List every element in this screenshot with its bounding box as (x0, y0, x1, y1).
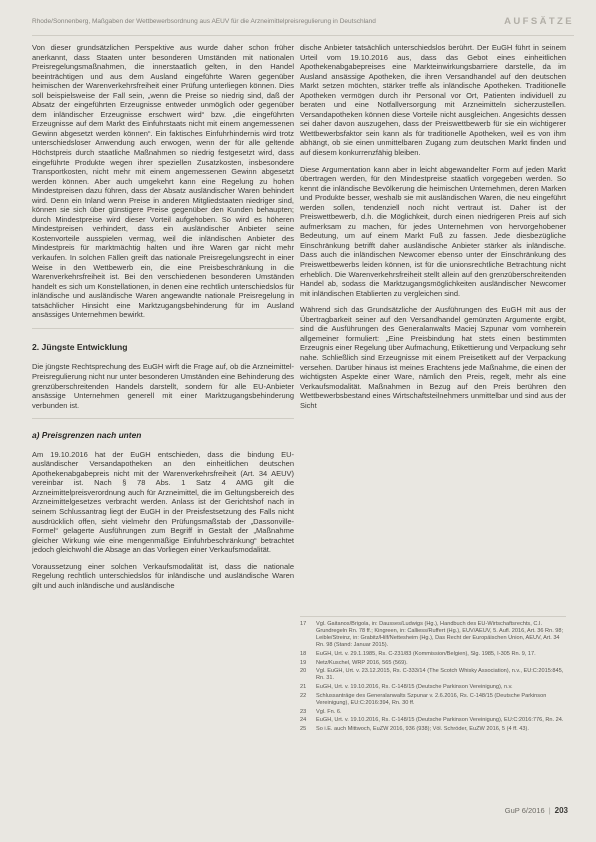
footnote-text: Schlussanträge des Generalanwalts Szpunar v. 2.6.2016, Rs. C-148/15 (Deutsche Parkinson Vereinigung), EU:C:2016:394, Rn. 30 ff. (316, 692, 547, 706)
subsection-heading: a) Preisgrenzen nach unten (32, 430, 142, 441)
footnote (300, 726, 566, 733)
footnote-number: 20 (300, 668, 307, 675)
footnote-text: Vgl. Fn. 6. (316, 708, 342, 715)
footnote (300, 621, 566, 649)
right-paragraph-1: dische Anbieter tatsächlich unterschiedslos berührt. Der EuGH führt in seinem Urteil vom 19.10.2016 aus, dass das Gebot eines einheitlichen Apothekenabgabepreises eine Markteinwirkungsbarriere darstelle, da im Ausland ansässige Apotheken, die ihren Versandhandel auf den deutschen Markt setzen möchten, stärker treffe als inländische Apotheken. Traditionelle Apotheken vermögen durch ihr Personal vor Ort, Patienten individuell zu beraten und eine Notfallversorgung mit Arzneimitteln sicherzustellen. Versandapotheken können diese Vorteile nicht ausgleichen. Angesichts dessen sei daher davon auszugehen, dass der Preiswettbewerb für sie ein wichtigerer Wettbewerbsfaktor sein kann als für traditionelle Apotheken, weil es von ihm abhängt, ob sie einen unmittelbaren Zugang zum deutschen Markt finden und auf diesem konkurrenzfähig bleiben. (300, 43, 566, 158)
footnote (300, 668, 566, 682)
footnote (300, 684, 566, 691)
divider (32, 418, 294, 419)
left-paragraph-3: Am 19.10.2016 hat der EuGH entschieden, dass die bindung EU-ausländischer Versandapotheken an den einheitlichen deutschen Apothekenabgabepreis nicht mit der Warenverkehrsfreiheit (Art. 34 AEUV) vereinbar ist. Nach § 78 Abs. 1 Satz 4 AMG gilt die Arzneimittelpreisverordnung auch für Arzneimittel, die im Geltungsbereich des Arzneimittelgesetzes verbracht werden. Anlass ist der Gerichtshof nach in seinem Schlussantrag liegt der EuGH in der Preisfestsetzung des Falls nicht ausdrücklich offen, sieht vielmehr den Prüfungsmaßstab der „Dassonville-Formel“ gelagerte Ausführungen zum Begriff in Gestalt der „Maßnahme gleicher Wirkung wie eine mengenmäßige Einfuhrbeschränkung“ betrachtet jedoch gleichwohl die Absage an das Vorliegen einer Verkaufsmodalität. (32, 449, 294, 555)
left-column (32, 43, 294, 590)
footnotes (300, 616, 566, 735)
footnote-number: 17 (300, 621, 307, 627)
footnote-text: Vgl. EuGH, Urt. v. 23.12.2015, Rs. C-333/14 (The Scotch Whisky Association), n.v., EU:C:2015:845, Rn. 31. (316, 668, 564, 682)
divider (32, 328, 294, 329)
running-head: Rhode/Sonnenberg, Maßgaben der Wettbewerbsordnung aus AEUV für die Arzneimittelpreisregulierung in Deutschland (32, 18, 376, 25)
footnote-number: 21 (300, 684, 307, 691)
footnote (300, 651, 566, 658)
right-column (300, 43, 566, 410)
footnote-number: 23 (300, 708, 307, 715)
page-number: 203 (554, 806, 568, 815)
footnote-number: 19 (300, 659, 307, 666)
footnote-text: EuGH, Urt. v. 19.10.2016, Rs. C-148/15 (Deutsche Parkinson Vereinigung), EU:C:2016:776, Rn. 24. (316, 717, 564, 724)
footnote-text: Netz/Kuschel, WRP 2016, 565 (569). (316, 659, 408, 666)
footnote-text: Vgl. Gaitanos/Brigola, in: Dausses/Ludwigs (Hg.), Handbuch des EU-Wirtschaftsrechts, C.I. Grundregeln Rn. 78 ff.; Kingreen, in: Calliess/Ruffert (Hg.), EUV/AEUV, 5. Aufl. 2016, Art. 36 Rn. 98; Leible/Streinz, in: Grabitz/Hilf/Nettesheim (Hg.), Das Recht der Europäischen Union, AEUV, Art. 34 Rn. 98 (Stand: Januar 2015). (316, 621, 564, 649)
footnote-text: EuGH, Urt. v. 29.1.1985, Rs. C-231/83 (Kommission/Belgien), Slg. 1985, I-305 Rn. 9, 17. (316, 650, 536, 657)
section-label: AUFSÄTZE (504, 16, 574, 27)
right-paragraph-3: Während sich das Grundsätzliche der Ausführungen des EuGH mit aus der Übertragbarkeit seiner auf den Versandhandel gemünzten Argumente ergibt, sind die Ausführungen des Generalanwalts Maciej Szpunar vom vornherein allgemeiner formuliert: „Eine Preisbindung hat stets einen bestimmten Erzeugnis einer Regelung über Aufmachung, Etikettierung und Verpackung sehr nahe. Schließlich sind Erzeugnisse mit einem Preisetikett auf der Verpackung versehen. Darüber hinaus ist meines Erachtens jede Maßnahme, die einen der wichtigsten Aspekte einer Ware, nämlich den Preis, regelt, mehr als eine Verkaufsmodalität. Maßnahmen in Bezug auf den Preis berühren den Wettbewerbsbestand eines Wirtschaftsteilnehmers unmittelbar und sind aus der Sicht (300, 305, 567, 410)
footer-separator: | (548, 806, 551, 815)
footnote-number: 25 (300, 725, 307, 732)
footnote-text: So i.E. auch Mittwoch, EuZW 2016, 936 (938); Völ. Schröder, EuZW 2016, 5 (4 ff. 43). (316, 725, 529, 732)
footnote (300, 717, 566, 724)
journal-issue: GuP 6/2016 (504, 806, 545, 815)
section-heading: 2. Jüngste Entwicklung (32, 341, 128, 352)
left-paragraph-1: Von dieser grundsätzlichen Perspektive aus wurde daher schon früher anerkannt, dass Staaten unter besonderen Umständen mit nationalen Preisregelungsmaßnahmen, die innerstaatlich gelten, in den Handel beeinträchtigen und aus dem Ausland eingeführte Waren gegenüber heimischen der Warenverkehrsfreiheit einer Prüfung unterliegen können. Dies soll beispielsweise der Fall sein, „wenn die Preise so niedrig sind, daß der Absatz der eingeführten Erzeugnisse entweder unmöglich oder gegenüber dem inländischer Erzeugnisse erschwert wird“ bzw. „die eingeführten Erzeugnisse auf dem Markt des Einfuhrstaats nicht mit einem angemessenen Gewinn abgesetzt werden können“. Ein faktisches Einfuhrhindernis wird trotz unterschiedsloser Anwendung auch erwogen, wenn der für alle geltende Höchstpreis durch staatliche Maßnahmen so niedrig festgesetzt wird, dass eingeführte Produkte wegen ihrer speziellen Zusatzkosten, insbesondere Transportkosten, nicht mehr mit einem angemessenen Gewinn abgesetzt werden können. Aber auch umgekehrt kann eine Regelung zu hohen Mindestpreisen dazu führen, dass der Absatz ausländischer Waren behindert wird. Denn ein Inland wenn Preise in anderen Mitgliedstaaten niedriger sind, können sie sich über günstigere Preise gegenüber den Kunden behaupten; durch Mindestpreise wird dieser Vorteil aufgehoben. So wird es höheren Mindestpreisen verhindert, dass ein ausländischer Anbieter seine Kostenvorteile ausspielen vermag, weil die inländischen Anbieter des Mindestpreis für marktmächtig halten und ihre Waren gar nicht mehr verkaufen. In solchen Fällen greift das nationale Preisregelungsrecht in einer Weise in den Wettbewerb ein, die eine Preisbeschränkung in die Warenverkehrsfreiheit ist. Bei den verschiedenen besonderen Umständen handelt es sich um Konstellationen, in denen eine rechtlich unterschiedslos für inländische und ausländische Waren angewandte nationale Preisregelung in tatsächlicher Hinsicht eine Marktzugangsbehinderung für im Ausland ansässiges Unternehmen bewirkt. (32, 43, 294, 320)
page-footer (505, 806, 568, 815)
left-paragraph-2: Die jüngste Rechtsprechung des EuGH wirft die Frage auf, ob die Arzneimittel-Preisregulierung nicht nur unter besonderen Umständen eine Behinderung des grenzüberschreitenden Handels darstellt, sondern für alle EU-Anbieter ansässige Unternehmen generell mit einer Marktzugangsbehinderung verbunden ist. (32, 362, 294, 410)
footnote (300, 693, 566, 707)
footnote-number: 22 (300, 692, 307, 699)
footnote (300, 709, 566, 716)
left-paragraph-4: Voraussetzung einer solchen Verkaufsmodalität ist, dass die nationale Regelung rechtlich unterschiedslos für inländische und ausländische Waren gilt und auch inländische und ausländische (32, 561, 294, 590)
page-header (32, 16, 574, 36)
right-paragraph-2: Diese Argumentation kann aber in leicht abgewandelter Form auf jeden Markt übertragen werden, für den Mindestpreise staatlich vorgegeben werden. So kennt die inländische Bevölkerung die heimischen Unternehmen, deren Marken und Produkte besser, weshalb sie mit ausländischen Waren, die neu eingeführt werden sollen, tendenziell noch nicht vertraut ist. Daher ist der Preiswettbewerb, d.h. die Möglichkeit, durch einen niedrigeren Preis auf sich aufmerksam zu machen, für jedes Unternehmen von hervorgehobener Bedeutung, um auf einem Markt Fuß zu fassen. Jede diesbezügliche Einschränkung betrifft daher ausländische Anbieter stärker als inländische. Dass auch die inländischen Newcomer ebenso unter der Einschränkung des Preiswettbewerbs leiden können, ist für die unionsrechtliche Betrachtung nicht erheblich. Die Warenverkehrsfreiheit stellt allein auf den grenzüberschreitenden Handel ab, sodass die Marktzugangsmöglichkeiten ausländischer Newcomer mit inländischen Etablierten zu vergleichen sind. (300, 164, 566, 298)
footnote (300, 660, 566, 667)
footnote-number: 18 (300, 650, 307, 657)
footnote-text: EuGH, Urt. v. 19.10.2016, Rs. C-148/15 (Deutsche Parkinson Vereinigung), n.v. (316, 684, 513, 691)
footnote-number: 24 (300, 717, 307, 724)
